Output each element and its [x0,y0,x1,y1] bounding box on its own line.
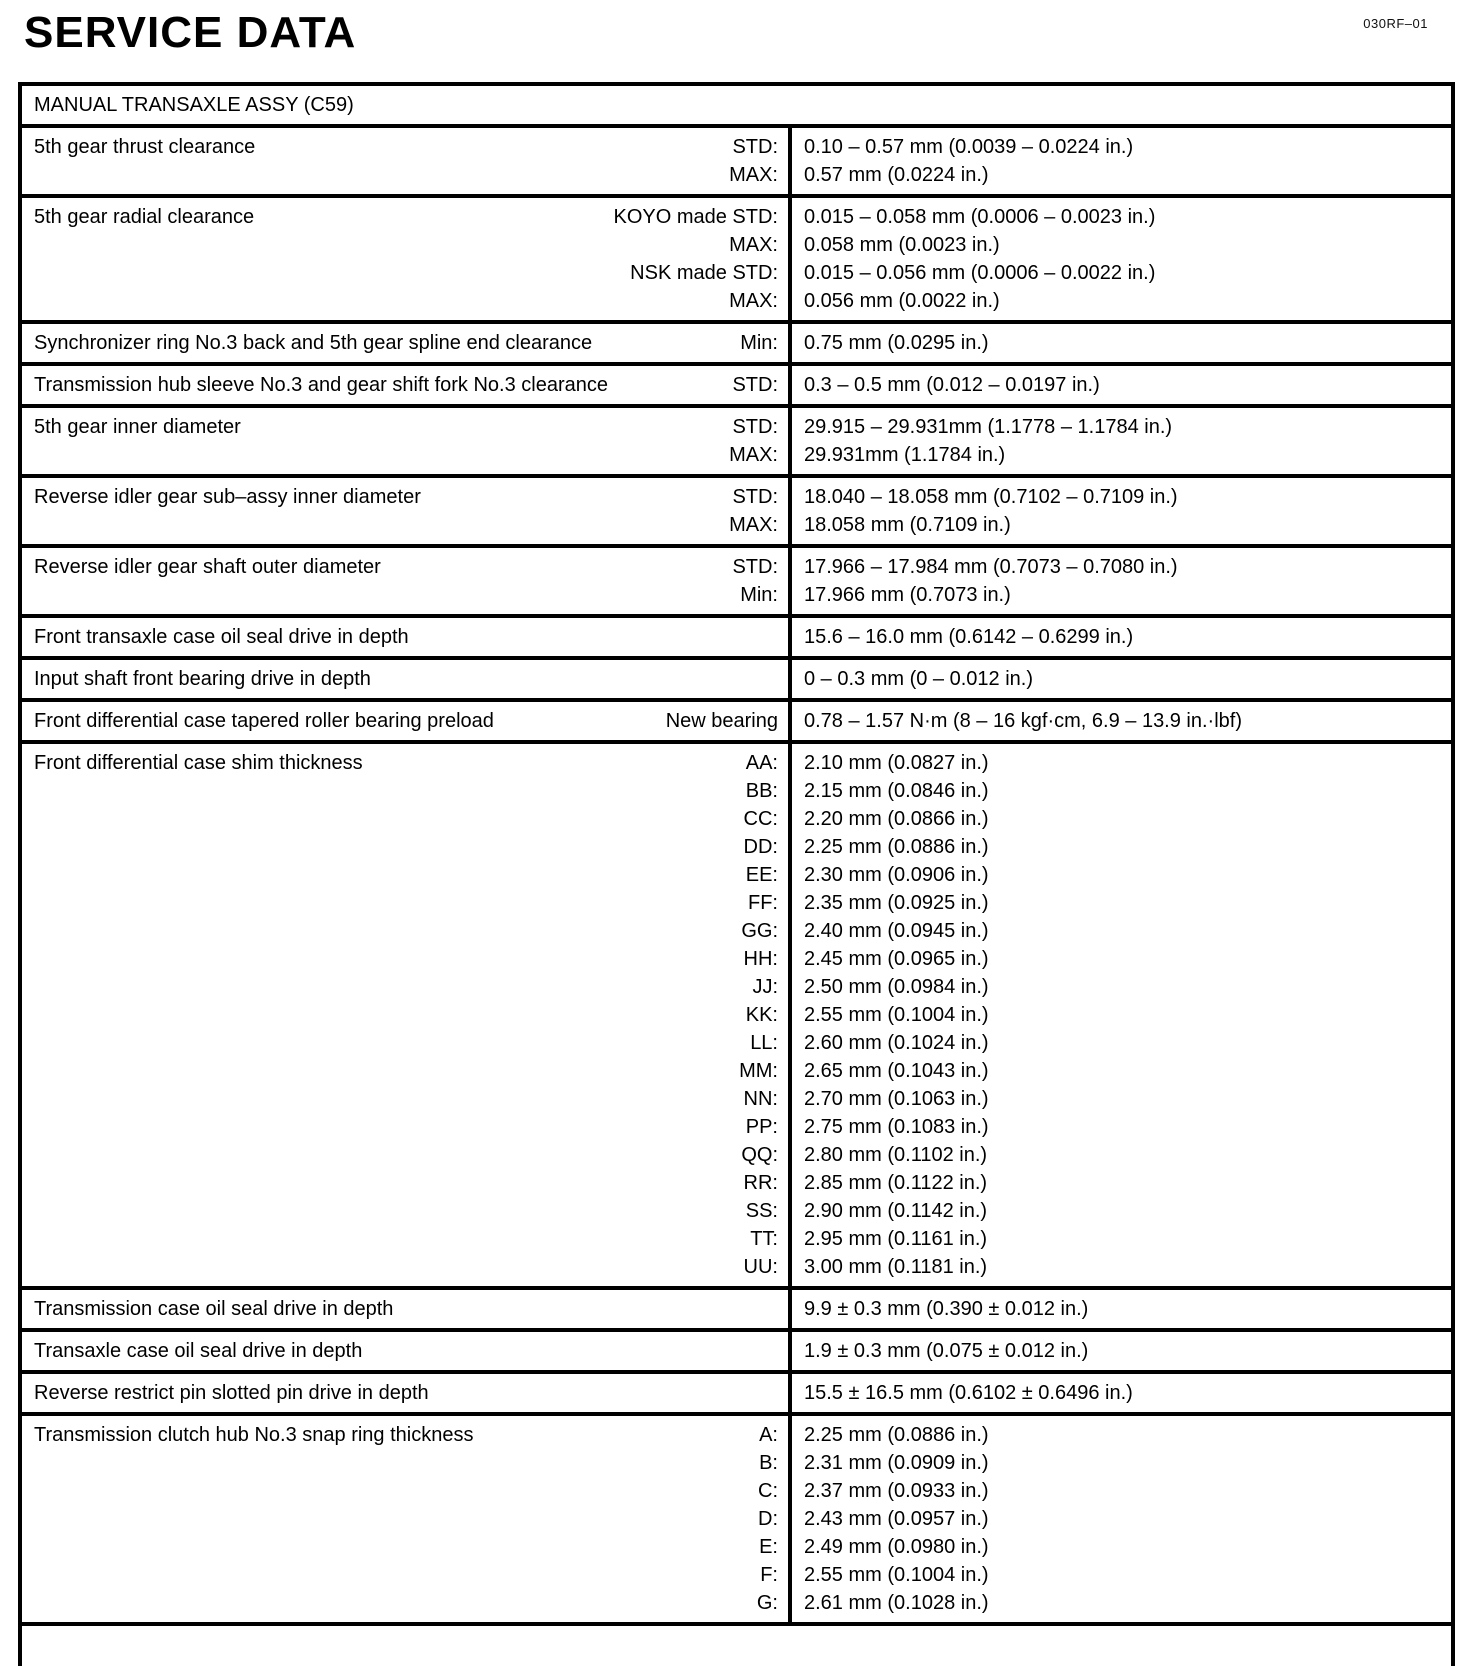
spec-sublabel: UU: [743,1256,778,1278]
page-title: SERVICE DATA [24,8,357,57]
spec-value: 2.49 mm (0.0980 in.) [804,1536,989,1558]
spec-value: 17.966 mm (0.7073 in.) [804,584,1011,606]
spec-value: 0.75 mm (0.0295 in.) [804,332,989,354]
row-values [804,1421,1441,1617]
spec-sublabel: BB: [745,780,778,802]
row-sublabels [757,1421,778,1617]
row-sublabels [729,483,778,539]
spec-value: 15.6 – 16.0 mm (0.6142 – 0.6299 in.) [804,626,1134,648]
row-sublabels [732,553,778,609]
spec-value: 15.5 ± 16.5 mm (0.6102 ± 0.6496 in.) [804,1382,1133,1404]
spec-item-label: 5th gear thrust clearance [34,136,256,158]
spec-item-label: Input shaft front bearing drive in depth [34,668,371,690]
spec-sublabel: STD: [732,136,778,158]
spec-value: 0 – 0.3 mm (0 – 0.012 in.) [804,668,1034,690]
spec-item-cell [22,1416,788,1622]
spec-item-cell [22,128,788,194]
row-sublabels [614,203,779,315]
spec-sublabel: KK: [745,1004,778,1026]
spec-value: 2.20 mm (0.0866 in.) [804,808,989,830]
spec-item-cell [22,660,788,698]
spec-value-cell [788,128,1451,194]
spec-sublabel: D: [758,1508,778,1530]
spec-item-cell [22,548,788,614]
spec-sublabel: AA: [745,752,778,774]
spec-value: 17.966 – 17.984 mm (0.7073 – 0.7080 in.) [804,556,1178,578]
table-row [22,660,1451,702]
spec-sublabel: JJ: [752,976,778,998]
spec-value-cell [788,478,1451,544]
spec-sublabel: B: [759,1452,778,1474]
spec-value: 29.931mm (1.1784 in.) [804,444,1006,466]
row-values [804,1379,1441,1407]
spec-item-cell [22,702,788,740]
row-values [804,665,1441,693]
spec-value: 2.80 mm (0.1102 in.) [804,1144,988,1166]
spec-value: 2.25 mm (0.0886 in.) [804,836,989,858]
spec-value: 2.15 mm (0.0846 in.) [804,780,989,802]
spec-value: 2.60 mm (0.1024 in.) [804,1032,989,1054]
table-row [22,548,1451,618]
spec-sublabel: QQ: [741,1144,778,1166]
row-values [804,553,1441,609]
row-values [804,483,1441,539]
spec-value: 2.25 mm (0.0886 in.) [804,1424,989,1446]
spec-item-label: Front transaxle case oil seal drive in depth [34,626,409,648]
spec-value: 2.10 mm (0.0827 in.) [804,752,989,774]
spec-sublabel: FF: [748,892,778,914]
table-row [22,408,1451,478]
table-row [22,324,1451,366]
spec-sublabel: GG: [741,920,778,942]
spec-value-cell [788,366,1451,404]
spec-sublabel: MAX: [729,444,778,466]
spec-table-body [22,128,1451,1626]
spec-value: 2.55 mm (0.1004 in.) [804,1564,989,1586]
spec-value: 2.45 mm (0.0965 in.) [804,948,989,970]
table-row [22,702,1451,744]
spec-item-cell [22,478,788,544]
table-cutoff-row [22,1626,1451,1666]
spec-sublabel: SS: [745,1200,778,1222]
spec-value: 0.78 – 1.57 N·m (8 – 16 kgf·cm, 6.9 – 13.9 in.·lbf) [804,710,1242,732]
spec-value: 2.95 mm (0.1161 in.) [804,1228,988,1250]
spec-item-label: Reverse idler gear shaft outer diameter [34,556,381,578]
spec-value: 2.40 mm (0.0945 in.) [804,920,989,942]
spec-item-label: Transmission clutch hub No.3 snap ring thickness [34,1424,474,1446]
spec-value: 2.37 mm (0.0933 in.) [804,1480,989,1502]
spec-value-cell [788,324,1451,362]
spec-value: 2.90 mm (0.1142 in.) [804,1200,988,1222]
spec-sublabel: DD: [743,836,778,858]
spec-value: 0.058 mm (0.0023 in.) [804,234,1000,256]
spec-sublabel: MAX: [729,234,778,256]
spec-item-label: Front differential case shim thickness [34,752,363,774]
spec-sublabel: Min: [740,332,778,354]
spec-value: 0.10 – 0.57 mm (0.0039 – 0.0224 in.) [804,136,1134,158]
spec-item-label: Transaxle case oil seal drive in depth [34,1340,363,1362]
spec-value: 0.3 – 0.5 mm (0.012 – 0.0197 in.) [804,374,1100,396]
spec-sublabel: RR: [743,1172,778,1194]
spec-sublabel: STD: [732,486,778,508]
spec-item-cell [22,1374,788,1412]
spec-value-cell [788,1290,1451,1328]
spec-value: 2.85 mm (0.1122 in.) [804,1172,988,1194]
document-code: 030RF–01 [1363,16,1428,31]
spec-value: 2.35 mm (0.0925 in.) [804,892,989,914]
spec-sublabel: NN: [743,1088,778,1110]
spec-value: 3.00 mm (0.1181 in.) [804,1256,988,1278]
spec-value: 18.058 mm (0.7109 in.) [804,514,1011,536]
row-sublabels [732,371,778,399]
spec-value: 2.70 mm (0.1063 in.) [804,1088,989,1110]
spec-item-label: 5th gear inner diameter [34,416,241,438]
spec-item-cell [22,1290,788,1328]
table-row [22,1374,1451,1416]
spec-value: 0.015 – 0.056 mm (0.0006 – 0.0022 in.) [804,262,1156,284]
table-row [22,366,1451,408]
spec-sublabel: F: [760,1564,778,1586]
spec-sublabel: TT: [750,1228,778,1250]
spec-value-cell [788,744,1451,1286]
spec-sublabel: KOYO made STD: [613,206,778,228]
spec-value: 0.57 mm (0.0224 in.) [804,164,989,186]
spec-sublabel: STD: [732,416,778,438]
row-values [804,1295,1441,1323]
table-row [22,1416,1451,1626]
row-values [804,749,1441,1281]
spec-sublabel: MAX: [729,290,778,312]
spec-value: 2.75 mm (0.1083 in.) [804,1116,989,1138]
spec-sublabel: A: [759,1424,778,1446]
spec-sublabel: HH: [743,948,778,970]
spec-item-cell [22,744,788,1286]
spec-value: 2.43 mm (0.0957 in.) [804,1508,989,1530]
spec-item-cell [22,408,788,474]
spec-value-cell [788,1332,1451,1370]
spec-sublabel: Min: [740,584,778,606]
row-values [804,371,1441,399]
spec-item-label: Front differential case tapered roller bearing preload [34,710,494,732]
spec-sublabel: PP: [745,1116,778,1138]
spec-item-label: Reverse restrict pin slotted pin drive in depth [34,1382,429,1404]
table-header-assembly: MANUAL TRANSAXLE ASSY (C59) [22,86,1451,128]
spec-sublabel: E: [759,1536,778,1558]
spec-value: 2.61 mm (0.1028 in.) [804,1592,989,1614]
row-sublabels [666,707,778,735]
spec-value-cell [788,1416,1451,1622]
spec-value-cell [788,408,1451,474]
spec-sublabel: MAX: [729,514,778,536]
spec-item-cell [22,324,788,362]
spec-sublabel: MM: [739,1060,778,1082]
spec-value-cell [788,618,1451,656]
spec-item-cell [22,198,788,320]
spec-item-cell [22,1332,788,1370]
row-sublabels [729,133,778,189]
spec-value: 2.50 mm (0.0984 in.) [804,976,989,998]
spec-item-label: Transmission case oil seal drive in depth [34,1298,394,1320]
spec-value: 9.9 ± 0.3 mm (0.390 ± 0.012 in.) [804,1298,1089,1320]
spec-sublabel: LL: [750,1032,778,1054]
spec-value: 2.31 mm (0.0909 in.) [804,1452,989,1474]
spec-value-cell [788,1374,1451,1412]
spec-sublabel: STD: [732,374,778,396]
manual-page [0,10,1472,1666]
spec-value: 0.015 – 0.058 mm (0.0006 – 0.0023 in.) [804,206,1156,228]
row-sublabels [740,329,778,357]
row-values [804,623,1441,651]
row-values [804,707,1441,735]
spec-value: 0.056 mm (0.0022 in.) [804,290,1000,312]
spec-value-cell [788,548,1451,614]
row-values [804,203,1441,315]
spec-sublabel: G: [756,1592,778,1614]
spec-item-cell [22,618,788,656]
spec-sublabel: EE: [745,864,778,886]
table-row [22,1290,1451,1332]
spec-value: 18.040 – 18.058 mm (0.7102 – 0.7109 in.) [804,486,1178,508]
table-row [22,1332,1451,1374]
spec-value-cell [788,702,1451,740]
row-values [804,329,1441,357]
service-data-table [18,82,1455,1666]
spec-item-label: Transmission hub sleeve No.3 and gear shift fork No.3 clearance [34,374,608,396]
row-sublabels [739,749,778,1281]
spec-value: 2.30 mm (0.0906 in.) [804,864,989,886]
row-values [804,1337,1441,1365]
spec-value-cell [788,198,1451,320]
table-row [22,478,1451,548]
row-values [804,133,1441,189]
spec-sublabel: CC: [743,808,778,830]
spec-value: 2.65 mm (0.1043 in.) [804,1060,989,1082]
spec-item-cell [22,366,788,404]
spec-value: 29.915 – 29.931mm (1.1778 – 1.1784 in.) [804,416,1173,438]
row-values [804,413,1441,469]
table-row [22,744,1451,1290]
spec-value: 1.9 ± 0.3 mm (0.075 ± 0.012 in.) [804,1340,1089,1362]
spec-item-label: Synchronizer ring No.3 back and 5th gear spline end clearance [34,332,593,354]
row-sublabels [729,413,778,469]
spec-sublabel: C: [758,1480,778,1502]
spec-sublabel: MAX: [729,164,778,186]
table-row [22,198,1451,324]
table-row [22,618,1451,660]
spec-value: 2.55 mm (0.1004 in.) [804,1004,989,1026]
spec-sublabel: STD: [732,556,778,578]
spec-item-label: Reverse idler gear sub–assy inner diameter [34,486,421,508]
table-row [22,128,1451,198]
spec-value-cell [788,660,1451,698]
spec-sublabel: NSK made STD: [630,262,778,284]
spec-item-label: 5th gear radial clearance [34,206,255,228]
spec-sublabel: New bearing [665,710,778,732]
